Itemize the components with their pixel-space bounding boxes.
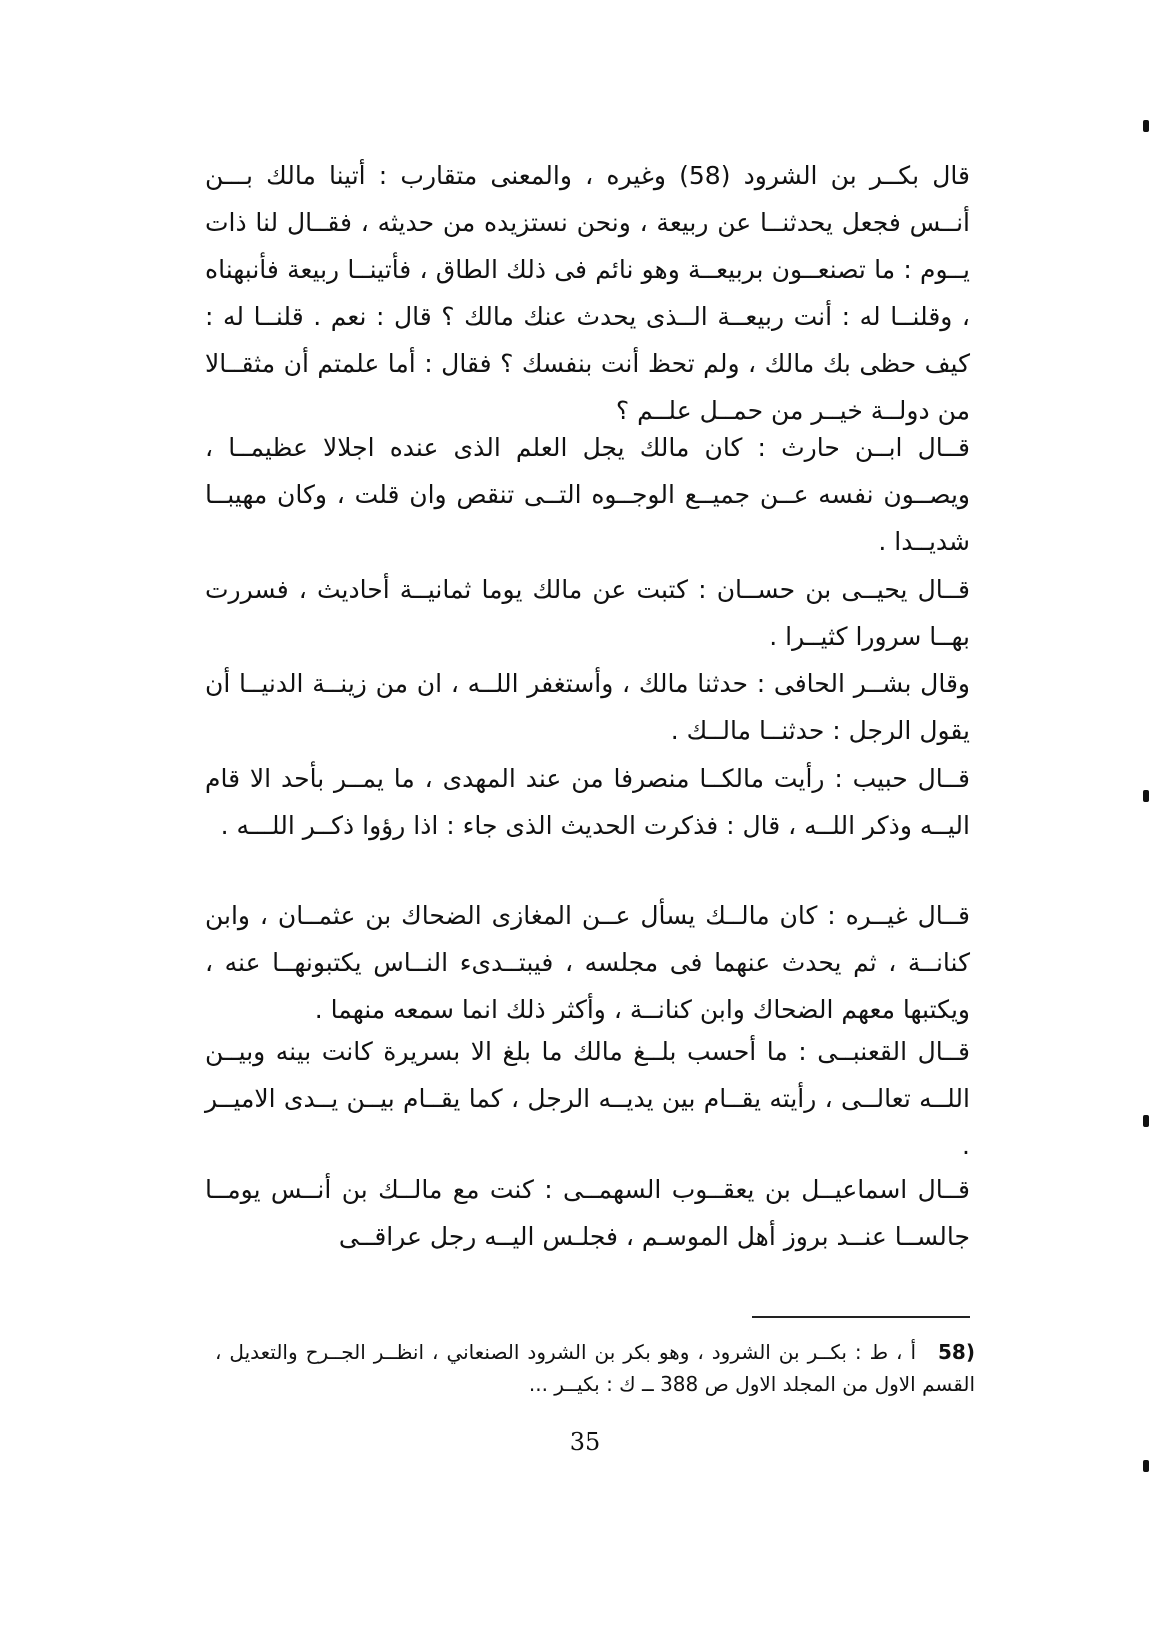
page-number: 35 — [569, 1428, 601, 1456]
footnote-marker: (58 — [938, 1340, 975, 1364]
paragraph-5: قــال حبيب : رأيت مالكــا منصرفا من عند المهدى ، ما يمــر بأحد الا قام اليــه وذكر اللــه ، قال : فذكرت الحديث الذى جاء : اذا رؤوا ذكــر اللـــه . — [205, 764, 970, 840]
paragraph-7: قــال القعنبــى : ما أحسب بلــغ مالك ما بلغ الا بسريرة كانت بينه وبيــن اللــه تعالــى ، رأيته يقــام بين يديــه الرجل ، كما يقــام بيــن يــدى الاميــر . — [205, 1037, 970, 1160]
paragraph-3: قــال يحيــى بن حســان : كتبت عن مالك يوما ثمانيــة أحاديث ، فسررت بهــا سرورا كثيــرا . — [205, 575, 970, 651]
scan-edge-mark — [1143, 790, 1149, 802]
scan-edge-mark — [1143, 1460, 1149, 1472]
scan-edge-mark — [1143, 1115, 1149, 1127]
footnote-divider — [752, 1316, 970, 1318]
paragraph-2: قــال ابــن حارث : كان مالك يجل العلم الذى عنده اجلالا عظيمــا ، ويصــون نفسه عــن جميــع الوجــوه التــى تنقص وان قلت ، وكان مهيبــا شديــدا . — [205, 433, 970, 556]
paragraph-8: قــال اسماعيــل بن يعقــوب السهمــى : كنت مع مالــك بن أنــس يومــا جالســا عنــد بروز أهل الموسـم ، فجلـس اليــه رجل عراقــى — [205, 1175, 970, 1251]
footnote — [215, 1336, 975, 1400]
paragraph-1: قال بكــر بن الشرود (58) وغيره ، والمعنى متقارب : أتينا مالك بـــن أنــس فجعل يحدثنــا عن ربيعة ، ونحن نستزيده من حديثه ، فقــال لنا ذات يــوم : ما تصنعــون بربيعــة وهو نائم فى ذلك الطاق ، فأتينــا ربيعة فأنبهناه ، وقلنــا له : أنت ربيعــة الــذى يحدث عنك مالك ؟ قال : نعم . قلنــا له : كيف حظى بك مالك ، ولم تحظ أنت بنفسك ؟ فقال : أما علمتم أن مثقــالا من دولــة خيــر من حمــل علــم ؟ — [205, 161, 970, 425]
paragraph-6: قــال غيــره : كان مالــك يسأل عــن المغازى الضحاك بن عثمــان ، وابن كنانــة ، ثم يحدث عنهما فى مجلسه ، فيبتــدىء النــاس يكتبونهــا عنه ، ويكتبها معهم الضحاك وابن كنانــة ، وأكثر ذلك انما سمعه منهما . — [205, 901, 970, 1024]
scan-edge-mark — [1143, 120, 1149, 132]
footnote-text: أ ، ط : بكــر بن الشرود ، وهو بكر بن الشرود الصنعاني ، انظــر الجــرح والتعديل ، القسم الاول من المجلد الاول ص 388 ــ ك : بكيــر ... — [215, 1340, 975, 1396]
paragraph-4: وقال بشــر الحافى : حدثنا مالك ، وأستغفر اللــه ، ان من زينــة الدنيــا أن يقول الرجل : حدثنــا مالــك . — [205, 669, 970, 745]
